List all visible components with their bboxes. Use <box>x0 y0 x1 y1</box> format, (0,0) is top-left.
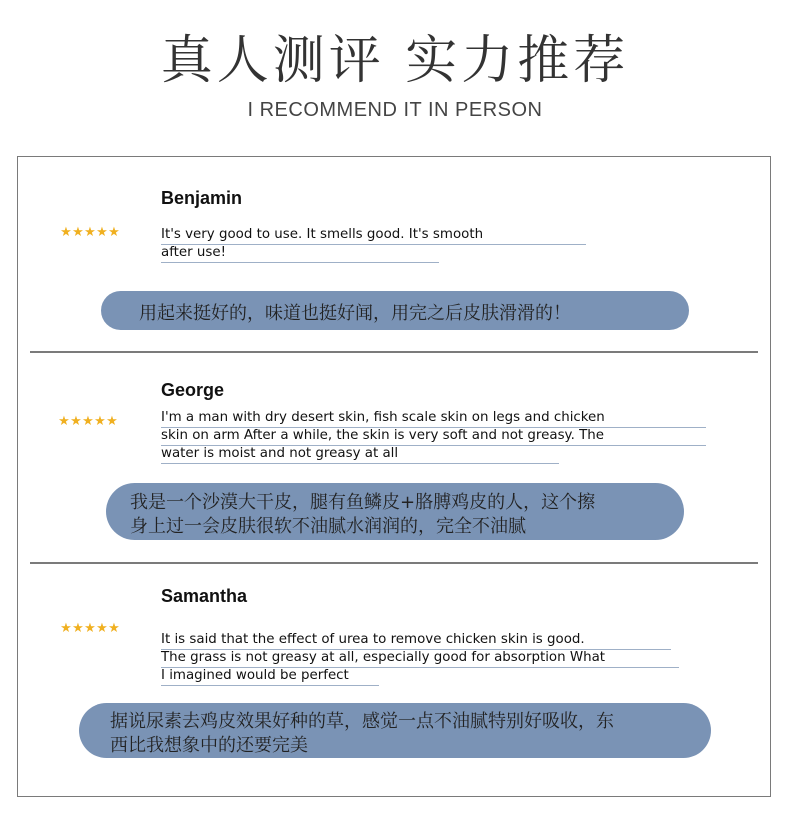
star-icon: ★ <box>58 414 70 429</box>
review-text-line: skin on arm After a while, the skin is very soft and not greasy. The <box>161 428 706 446</box>
rating-stars <box>60 226 120 239</box>
review-translation-bubble <box>106 483 684 540</box>
bubble-text-line: 身上过一会皮肤很软不油腻水润润的，完全不油腻 <box>130 516 526 537</box>
star-icon: ★ <box>94 414 106 429</box>
star-icon: ★ <box>108 225 120 240</box>
star-icon: ★ <box>72 225 84 240</box>
review-text-line: The grass is not greasy at all, especially good for absorption What <box>161 650 679 668</box>
reviewer-name: Benjamin <box>161 188 243 208</box>
star-icon: ★ <box>60 621 72 636</box>
reviewer-name: George <box>161 380 225 400</box>
review-text-line: water is moist and not greasy at all <box>161 446 559 464</box>
review-translation-bubble <box>79 703 711 758</box>
review-text-line: I imagined would be perfect <box>161 668 379 686</box>
review-text-line: It's very good to use. It smells good. It's smooth <box>161 227 586 245</box>
rating-stars <box>60 622 120 635</box>
bubble-text-line: 西比我想象中的还要完美 <box>110 735 308 756</box>
star-icon: ★ <box>96 621 108 636</box>
star-icon: ★ <box>82 414 94 429</box>
review-text-line: It is said that the effect of urea to remove chicken skin is good. <box>161 632 671 650</box>
bubble-text-line: 用起来挺好的，味道也挺好闻，用完之后皮肤滑滑的！ <box>139 303 571 324</box>
star-icon: ★ <box>84 225 96 240</box>
rating-stars <box>58 415 118 428</box>
star-icon: ★ <box>72 621 84 636</box>
review-divider <box>30 562 758 564</box>
review-translation-bubble <box>101 291 689 330</box>
star-icon: ★ <box>84 621 96 636</box>
review-text-line: I'm a man with dry desert skin, fish scale skin on legs and chicken <box>161 410 706 428</box>
review-divider <box>30 351 758 353</box>
star-icon: ★ <box>70 414 82 429</box>
star-icon: ★ <box>106 414 118 429</box>
page-subtitle: I RECOMMEND IT IN PERSON <box>247 99 543 121</box>
star-icon: ★ <box>96 225 108 240</box>
bubble-text-line: 据说尿素去鸡皮效果好种的草，感觉一点不油腻特别好吸收，东 <box>110 711 614 732</box>
page-title: 真人测评 实力推荐 <box>160 31 630 91</box>
star-icon: ★ <box>108 621 120 636</box>
reviewer-name: Samantha <box>161 586 248 606</box>
star-icon: ★ <box>60 225 72 240</box>
review-text-line: after use! <box>161 245 439 263</box>
bubble-text-line: 我是一个沙漠大干皮，腿有鱼鳞皮+胳膊鸡皮的人，这个擦 <box>130 492 596 513</box>
